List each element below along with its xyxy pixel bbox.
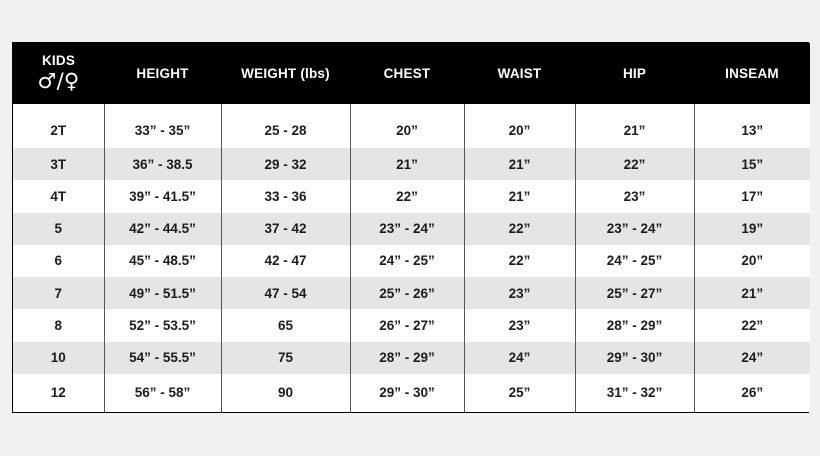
- header-row: [13, 43, 810, 104]
- chest-cell: 21”: [350, 148, 464, 180]
- hip-cell: 31” - 32”: [575, 374, 694, 412]
- weight-cell: 37 - 42: [221, 213, 350, 245]
- chest-cell: 24” - 25”: [350, 245, 464, 277]
- height-cell: 56” - 58”: [104, 374, 221, 412]
- chest-cell: 26” - 27”: [350, 309, 464, 341]
- size-cell: 2T: [50, 122, 67, 138]
- weight-cell: 47 - 54: [221, 277, 350, 309]
- weight-cell: 75: [221, 342, 350, 374]
- height-cell: 42” - 44.5”: [104, 213, 221, 245]
- hip-cell: 28” - 29”: [575, 309, 694, 341]
- inseam-cell: 13”: [694, 104, 810, 148]
- table-row: [13, 342, 810, 374]
- height-cell: 49” - 51.5”: [104, 277, 221, 309]
- inseam-cell: 22”: [694, 309, 810, 341]
- inseam-cell: 20”: [694, 245, 810, 277]
- height-column-header: HEIGHT: [136, 66, 189, 81]
- inseam-cell: 26”: [694, 374, 810, 412]
- hip-cell: 23” - 24”: [575, 213, 694, 245]
- weight-cell: 42 - 47: [221, 245, 350, 277]
- table-row: [13, 245, 810, 277]
- waist-cell: 24”: [464, 342, 575, 374]
- hip-cell: 23”: [575, 180, 694, 212]
- waist-cell: 23”: [464, 277, 575, 309]
- table-row: [13, 277, 810, 309]
- waist-cell: 23”: [464, 309, 575, 341]
- inseam-cell: 19”: [694, 213, 810, 245]
- size-table: [13, 43, 810, 412]
- inseam-cell: 15”: [694, 148, 810, 180]
- height-cell: 54” - 55.5”: [104, 342, 221, 374]
- waist-cell: 21”: [464, 148, 575, 180]
- inseam-cell: 17”: [694, 180, 810, 212]
- weight-cell: 90: [221, 374, 350, 412]
- weight-column-header: WEIGHT (lbs): [241, 66, 330, 81]
- inseam-cell: 24”: [694, 342, 810, 374]
- table-row: [13, 148, 810, 180]
- kids-label: KIDS: [41, 53, 76, 69]
- inseam-column-header: INSEAM: [725, 66, 779, 81]
- waist-cell: 22”: [464, 245, 575, 277]
- waist-column-header: WAIST: [497, 66, 542, 81]
- chest-cell: 28” - 29”: [350, 342, 464, 374]
- chest-column-header: CHEST: [383, 66, 431, 81]
- hip-cell: 25” - 27”: [575, 277, 694, 309]
- table-row: [13, 374, 810, 412]
- inseam-cell: 21”: [694, 277, 810, 309]
- size-cell: 8: [54, 317, 62, 333]
- hip-cell: 21”: [575, 104, 694, 148]
- weight-cell: 65: [221, 309, 350, 341]
- table-row: [13, 180, 810, 212]
- size-cell: 4T: [50, 189, 67, 205]
- height-cell: 36” - 38.5: [104, 148, 221, 180]
- waist-cell: 20”: [464, 104, 575, 148]
- chest-cell: 25” - 26”: [350, 277, 464, 309]
- size-cell: 3T: [50, 156, 67, 172]
- waist-cell: 21”: [464, 180, 575, 212]
- hip-cell: 22”: [575, 148, 694, 180]
- hip-cell: 29” - 30”: [575, 342, 694, 374]
- kids-column-header: [13, 43, 104, 104]
- table-row: [13, 104, 810, 148]
- hip-column-header: HIP: [622, 66, 647, 81]
- chest-cell: 20”: [350, 104, 464, 148]
- table-row: [13, 213, 810, 245]
- size-cell: 5: [54, 221, 62, 237]
- hip-cell: 24” - 25”: [575, 245, 694, 277]
- size-cell: 12: [50, 385, 66, 401]
- size-cell: 10: [50, 350, 66, 366]
- weight-cell: 29 - 32: [221, 148, 350, 180]
- chest-cell: 22”: [350, 180, 464, 212]
- size-chart: [12, 42, 809, 413]
- height-cell: 39” - 41.5”: [104, 180, 221, 212]
- height-cell: 45” - 48.5”: [104, 245, 221, 277]
- height-cell: 33” - 35”: [104, 104, 221, 148]
- waist-cell: 22”: [464, 213, 575, 245]
- size-cell: 7: [54, 285, 62, 301]
- chest-cell: 23” - 24”: [350, 213, 464, 245]
- chest-cell: 29” - 30”: [350, 374, 464, 412]
- weight-cell: 25 - 28: [221, 104, 350, 148]
- table-row: [13, 309, 810, 341]
- size-cell: 6: [54, 253, 62, 269]
- height-cell: 52” - 53.5”: [104, 309, 221, 341]
- waist-cell: 25”: [464, 374, 575, 412]
- weight-cell: 33 - 36: [221, 180, 350, 212]
- gender-symbols-icon: ♂/♀: [37, 68, 80, 93]
- size-table-body: [13, 104, 810, 412]
